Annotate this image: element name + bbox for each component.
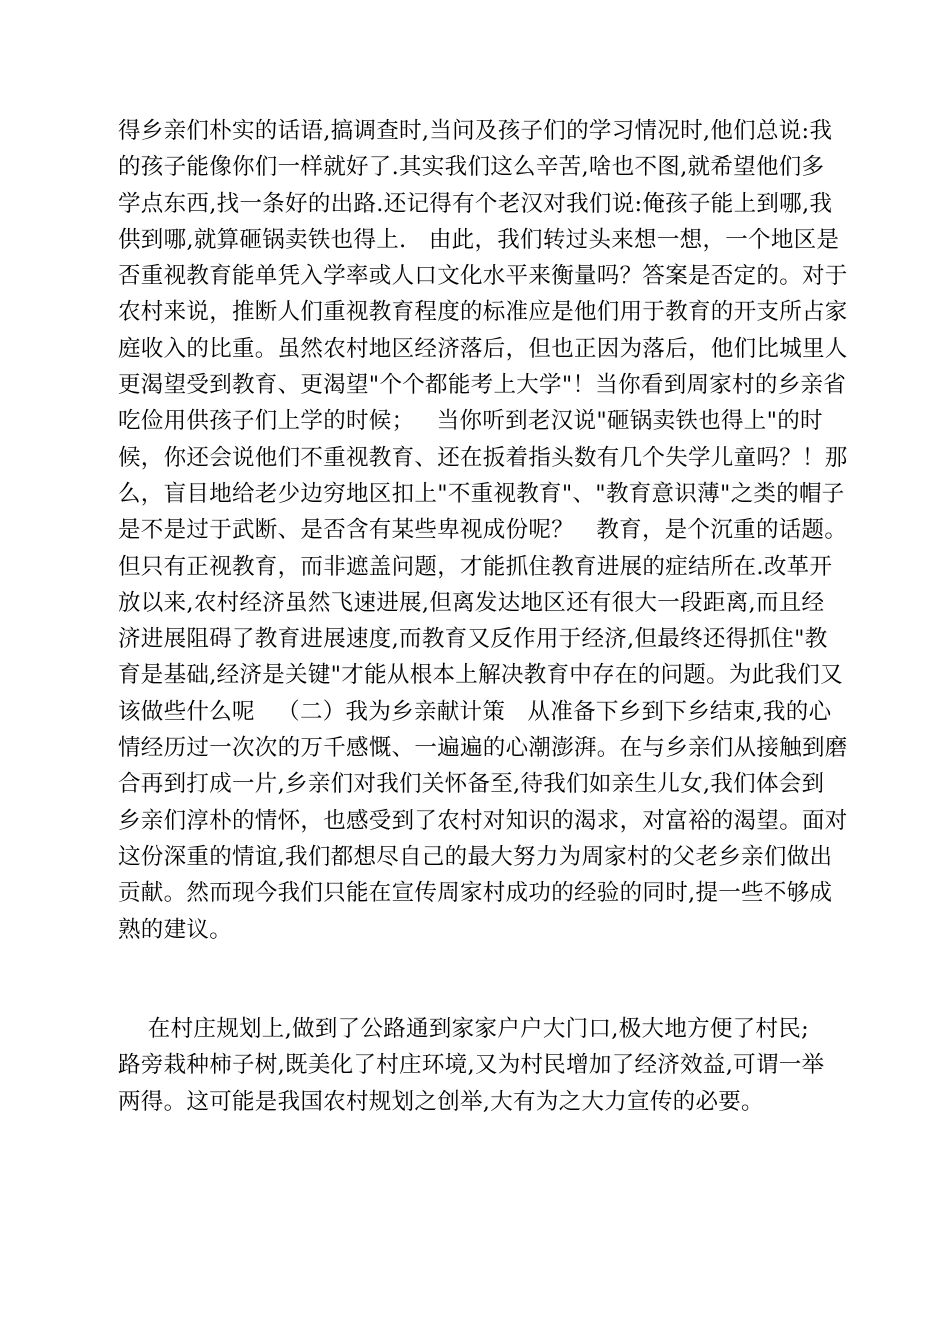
paragraph-1 (118, 113, 858, 948)
text-line: 得乡亲们朴实的话语,搞调查时,当问及孩子们的学习情况时,他们总说:我 (118, 118, 833, 144)
paragraph-2 (118, 1011, 858, 1120)
text-line: 吃俭用供孩子们上学的时候； 当你听到老汉说"砸锅卖铁也得上"的时 (118, 408, 823, 435)
text-line: 情经历过一次次的万千感慨、一遍遍的心潮澎湃。在与乡亲们从接触到磨 (118, 735, 848, 762)
text-line: 熟的建议。 (118, 916, 233, 943)
text-line: 学点东西,找一条好的出路.还记得有个老汉对我们说:俺孩子能上到哪,我 (118, 190, 833, 217)
text-line: 放以来,农村经济虽然飞速进展,但离发达地区还有很大一段距离,而且经 (118, 589, 825, 616)
text-line: 济进展阻碍了教育进展速度,而教育又反作用于经济,但最终还得抓住"教 (118, 626, 828, 653)
text-line: 贡献。然而现今我们只能在宣传周家村成功的经验的同时,提一些不够成 (118, 880, 833, 907)
text-line: 否重视教育能单凭入学率或人口文化水平来衡量吗？答案是否定的。对于 (118, 263, 848, 290)
text-line: 育是基础,经济是关键"才能从根本上解决教育中存在的问题。为此我们又 (118, 662, 843, 689)
text-line: 这份深重的情谊,我们都想尽自己的最大努力为周家村的父老乡亲们做出 (118, 843, 833, 870)
text-line: 乡亲们淳朴的情怀，也感受到了农村对知识的渴求，对富裕的渴望。面对 (118, 807, 848, 834)
text-line: 合再到打成一片,乡亲们对我们关怀备至,待我们如亲生儿女,我们体会到 (118, 771, 825, 798)
text-line: 但只有正视教育，而非遮盖问题，才能抓住教育进展的症结所在.改革开 (118, 553, 833, 580)
text-line: 该做些什么呢 （二）我为乡亲献计策 从准备下乡到下乡结束,我的心 (118, 698, 832, 725)
text-line: 农村来说，推断人们重视教育程度的标准应是他们用于教育的开支所占家 (118, 299, 848, 326)
text-line: 更渴望受到教育、更渴望"个个都能考上大学"！当你看到周家村的乡亲省 (118, 372, 847, 399)
text-line: 两得。这可能是我国农村规划之创举,大有为之大力宣传的必要。 (118, 1088, 764, 1115)
text-line: 么，盲目地给老少边穷地区扣上"不重视教育"、"教育意识薄"之类的帽子 (118, 480, 845, 507)
text-line: 庭收入的比重。虽然农村地区经济落后，但也正因为落后，他们比城里人 (118, 335, 848, 362)
text-line: 路旁栽种柿子树,既美化了村庄环境,又为村民增加了经济效益,可谓一举 (118, 1052, 825, 1079)
text-line: 的孩子能像你们一样就好了.其实我们这么辛苦,啥也不图,就希望他们多 (118, 154, 825, 181)
text-line: 供到哪,就算砸锅卖铁也得上. 由此，我们转过头来想一想，一个地区是 (118, 226, 840, 253)
text-line: 是不是过于武断、是否含有某些卑视成份呢？ 教育，是个沉重的话题。 (118, 517, 848, 544)
text-line: 候，你还会说他们不重视教育、还在扳着指头数有几个失学儿童吗？！那 (118, 444, 848, 471)
text-line: 在村庄规划上,做到了公路通到家家户户大门口,极大地方便了村民; (118, 1016, 809, 1042)
